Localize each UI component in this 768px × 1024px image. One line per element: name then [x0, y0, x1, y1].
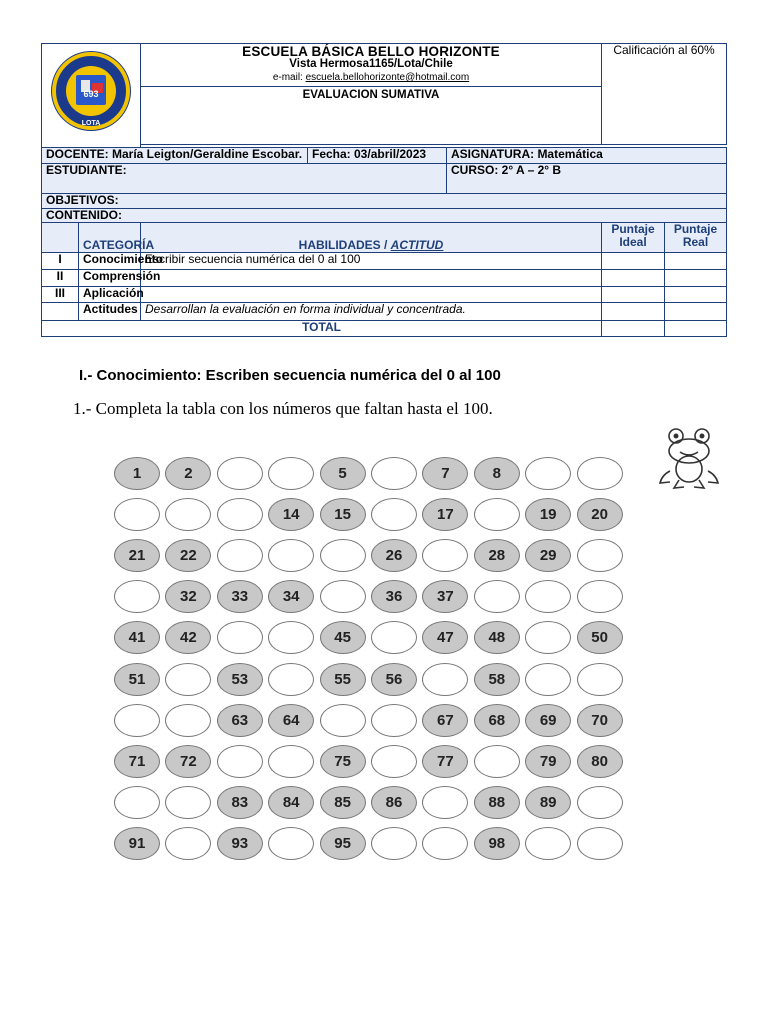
rubric-row-category: Aplicación: [79, 287, 141, 303]
number-circle: 37: [422, 580, 468, 613]
number-circle: 20: [577, 498, 623, 531]
blank-circle[interactable]: [577, 663, 623, 696]
number-circle: 1: [114, 457, 160, 490]
blank-circle[interactable]: [422, 663, 468, 696]
blank-circle[interactable]: [371, 827, 417, 860]
number-circle: 63: [217, 704, 263, 737]
ideal-score-header: Puntaje Ideal: [602, 223, 665, 253]
rubric-row-ideal[interactable]: [602, 253, 665, 270]
rubric-row-desc: Escribir secuencia numérica del 0 al 100: [141, 253, 602, 270]
number-circle: 88: [474, 786, 520, 819]
number-circle: 64: [268, 704, 314, 737]
blank-circle[interactable]: [217, 498, 263, 531]
real-score-header: Puntaje Real: [665, 223, 727, 253]
number-circle: 33: [217, 580, 263, 613]
number-circle: 47: [422, 621, 468, 654]
blank-circle[interactable]: [371, 498, 417, 531]
blank-circle[interactable]: [474, 580, 520, 613]
blank-circle[interactable]: [474, 498, 520, 531]
blank-circle[interactable]: [422, 827, 468, 860]
number-circle: 68: [474, 704, 520, 737]
blank-circle[interactable]: [114, 498, 160, 531]
blank-circle[interactable]: [371, 745, 417, 778]
blank-circle[interactable]: [268, 539, 314, 572]
blank-circle[interactable]: [217, 745, 263, 778]
number-circle: 28: [474, 539, 520, 572]
number-circle: 85: [320, 786, 366, 819]
school-info-cell: [141, 44, 602, 145]
blank-circle[interactable]: [268, 663, 314, 696]
course-field: CURSO: 2° A – 2° B: [447, 164, 727, 194]
blank-circle[interactable]: [525, 827, 571, 860]
blank-circle[interactable]: [525, 580, 571, 613]
number-circle: 58: [474, 663, 520, 696]
number-circle: 71: [114, 745, 160, 778]
number-circle: 26: [371, 539, 417, 572]
blank-circle[interactable]: [217, 457, 263, 490]
rubric-row-ideal[interactable]: [602, 303, 665, 321]
instruction-text: 1.- Completa la tabla con los números que faltan hasta el 100.: [73, 399, 493, 418]
number-circle: 67: [422, 704, 468, 737]
number-circle: 84: [268, 786, 314, 819]
blank-circle[interactable]: [320, 704, 366, 737]
teacher-field: DOCENTE: María Leigton/Geraldine Escobar.: [42, 148, 308, 164]
number-circle: 32: [165, 580, 211, 613]
attitude-label: ACTITUD: [390, 238, 444, 252]
rubric-row-num: II: [42, 270, 79, 287]
number-circle: 2: [165, 457, 211, 490]
subject-field: ASIGNATURA: Matemática: [447, 148, 727, 164]
rubric-row-real[interactable]: [665, 303, 727, 321]
student-field[interactable]: ESTUDIANTE:: [42, 164, 447, 194]
blank-circle[interactable]: [577, 457, 623, 490]
blank-circle[interactable]: [268, 457, 314, 490]
number-circle: 34: [268, 580, 314, 613]
number-circle: 48: [474, 621, 520, 654]
rubric-row-real[interactable]: [665, 270, 727, 287]
number-circle: 55: [320, 663, 366, 696]
blank-circle[interactable]: [577, 786, 623, 819]
blank-circle[interactable]: [577, 580, 623, 613]
svg-text:693: 693: [83, 89, 99, 99]
school-email-line: e-mail: escuela.bellohorizonte@hotmail.com: [272, 72, 470, 83]
blank-circle[interactable]: [268, 621, 314, 654]
rubric-row-desc: [141, 287, 602, 303]
school-logo: [49, 49, 133, 133]
number-circle: 50: [577, 621, 623, 654]
number-circle: 69: [525, 704, 571, 737]
school-name: ESCUELA BÁSICA BELLO HORIZONTE: [242, 44, 500, 59]
blank-circle[interactable]: [525, 621, 571, 654]
number-circle: 53: [217, 663, 263, 696]
number-circle: 98: [474, 827, 520, 860]
blank-circle[interactable]: [525, 663, 571, 696]
rubric-row-num: I: [42, 253, 79, 270]
number-circle: 75: [320, 745, 366, 778]
blank-circle[interactable]: [422, 539, 468, 572]
blank-circle[interactable]: [268, 827, 314, 860]
rubric-row-ideal[interactable]: [602, 270, 665, 287]
frog-icon: [656, 425, 722, 491]
blank-circle[interactable]: [114, 786, 160, 819]
number-circle: 8: [474, 457, 520, 490]
blank-circle[interactable]: [422, 786, 468, 819]
blank-circle[interactable]: [474, 745, 520, 778]
number-circle: 93: [217, 827, 263, 860]
blank-circle[interactable]: [525, 457, 571, 490]
number-circle: 41: [114, 621, 160, 654]
number-circle: 83: [217, 786, 263, 819]
rubric-row-real[interactable]: [665, 287, 727, 303]
number-circle: 45: [320, 621, 366, 654]
rubric-category-header: CATEGORÍA: [79, 223, 141, 253]
rubric-row-real[interactable]: [665, 253, 727, 270]
number-circle: 77: [422, 745, 468, 778]
number-circle: 56: [371, 663, 417, 696]
school-address: Vista Hermosa1165/Lota/Chile: [289, 58, 453, 70]
number-circle: 22: [165, 539, 211, 572]
rubric-row-category: Comprensión: [79, 270, 141, 287]
blank-circle[interactable]: [165, 663, 211, 696]
number-circle: 70: [577, 704, 623, 737]
blank-circle[interactable]: [577, 827, 623, 860]
blank-circle[interactable]: [371, 457, 417, 490]
rubric-row-category: Actitudes: [79, 303, 141, 321]
rubric-row-num: III: [42, 287, 79, 303]
rubric-num-header: [42, 223, 79, 253]
section-title: I.- Conocimiento: Escriben secuencia numérica del 0 al 100: [79, 367, 501, 384]
blank-circle[interactable]: [577, 539, 623, 572]
number-circle: 86: [371, 786, 417, 819]
blank-circle[interactable]: [217, 621, 263, 654]
blank-circle[interactable]: [165, 827, 211, 860]
svg-text:LOTA: LOTA: [81, 120, 101, 127]
blank-circle[interactable]: [268, 745, 314, 778]
number-circle: 7: [422, 457, 468, 490]
objectives-field: OBJETIVOS:: [42, 194, 727, 209]
grade-note: Calificación al 60%: [602, 44, 727, 145]
blank-circle[interactable]: [165, 786, 211, 819]
blank-circle[interactable]: [217, 539, 263, 572]
number-circle: 91: [114, 827, 160, 860]
blank-circle[interactable]: [371, 704, 417, 737]
blank-circle[interactable]: [320, 539, 366, 572]
rubric-row-desc: [141, 270, 602, 287]
number-circle: 21: [114, 539, 160, 572]
total-real-cell[interactable]: [665, 321, 727, 337]
blank-circle[interactable]: [114, 580, 160, 613]
exam-header-table: [41, 43, 727, 337]
rubric-row-category: Conocimiento: [79, 253, 141, 270]
rubric-total-label: TOTAL: [42, 321, 602, 337]
number-circle: 42: [165, 621, 211, 654]
school-logo-cell: [42, 44, 141, 148]
number-circle: 14: [268, 498, 314, 531]
blank-circle[interactable]: [320, 580, 366, 613]
number-circle: 36: [371, 580, 417, 613]
blank-circle[interactable]: [165, 498, 211, 531]
eval-type: EVALUACION SUMATIVA: [141, 86, 601, 102]
number-circle: 51: [114, 663, 160, 696]
rubric-skills-header: HABILIDADES / ACTITUD: [141, 223, 602, 253]
blank-circle[interactable]: [114, 704, 160, 737]
rubric-row-ideal[interactable]: [602, 287, 665, 303]
rubric-row-num: [42, 303, 79, 321]
number-circle: 79: [525, 745, 571, 778]
school-email-link[interactable]: escuela.bellohorizonte@hotmail.com: [305, 72, 470, 83]
rubric-row-desc: Desarrollan la evaluación en forma individual y concentrada.: [141, 303, 602, 321]
number-grid: [112, 455, 634, 867]
date-field: Fecha: 03/abril/2023: [308, 148, 447, 164]
number-circle: 89: [525, 786, 571, 819]
number-circle: 95: [320, 827, 366, 860]
number-circle: 19: [525, 498, 571, 531]
blank-circle[interactable]: [371, 621, 417, 654]
number-circle: 29: [525, 539, 571, 572]
blank-circle[interactable]: [165, 704, 211, 737]
number-circle: 17: [422, 498, 468, 531]
number-circle: 15: [320, 498, 366, 531]
number-circle: 80: [577, 745, 623, 778]
number-circle: 72: [165, 745, 211, 778]
total-ideal-cell[interactable]: [602, 321, 665, 337]
number-circle: 5: [320, 457, 366, 490]
content-field: CONTENIDO:: [42, 209, 727, 223]
